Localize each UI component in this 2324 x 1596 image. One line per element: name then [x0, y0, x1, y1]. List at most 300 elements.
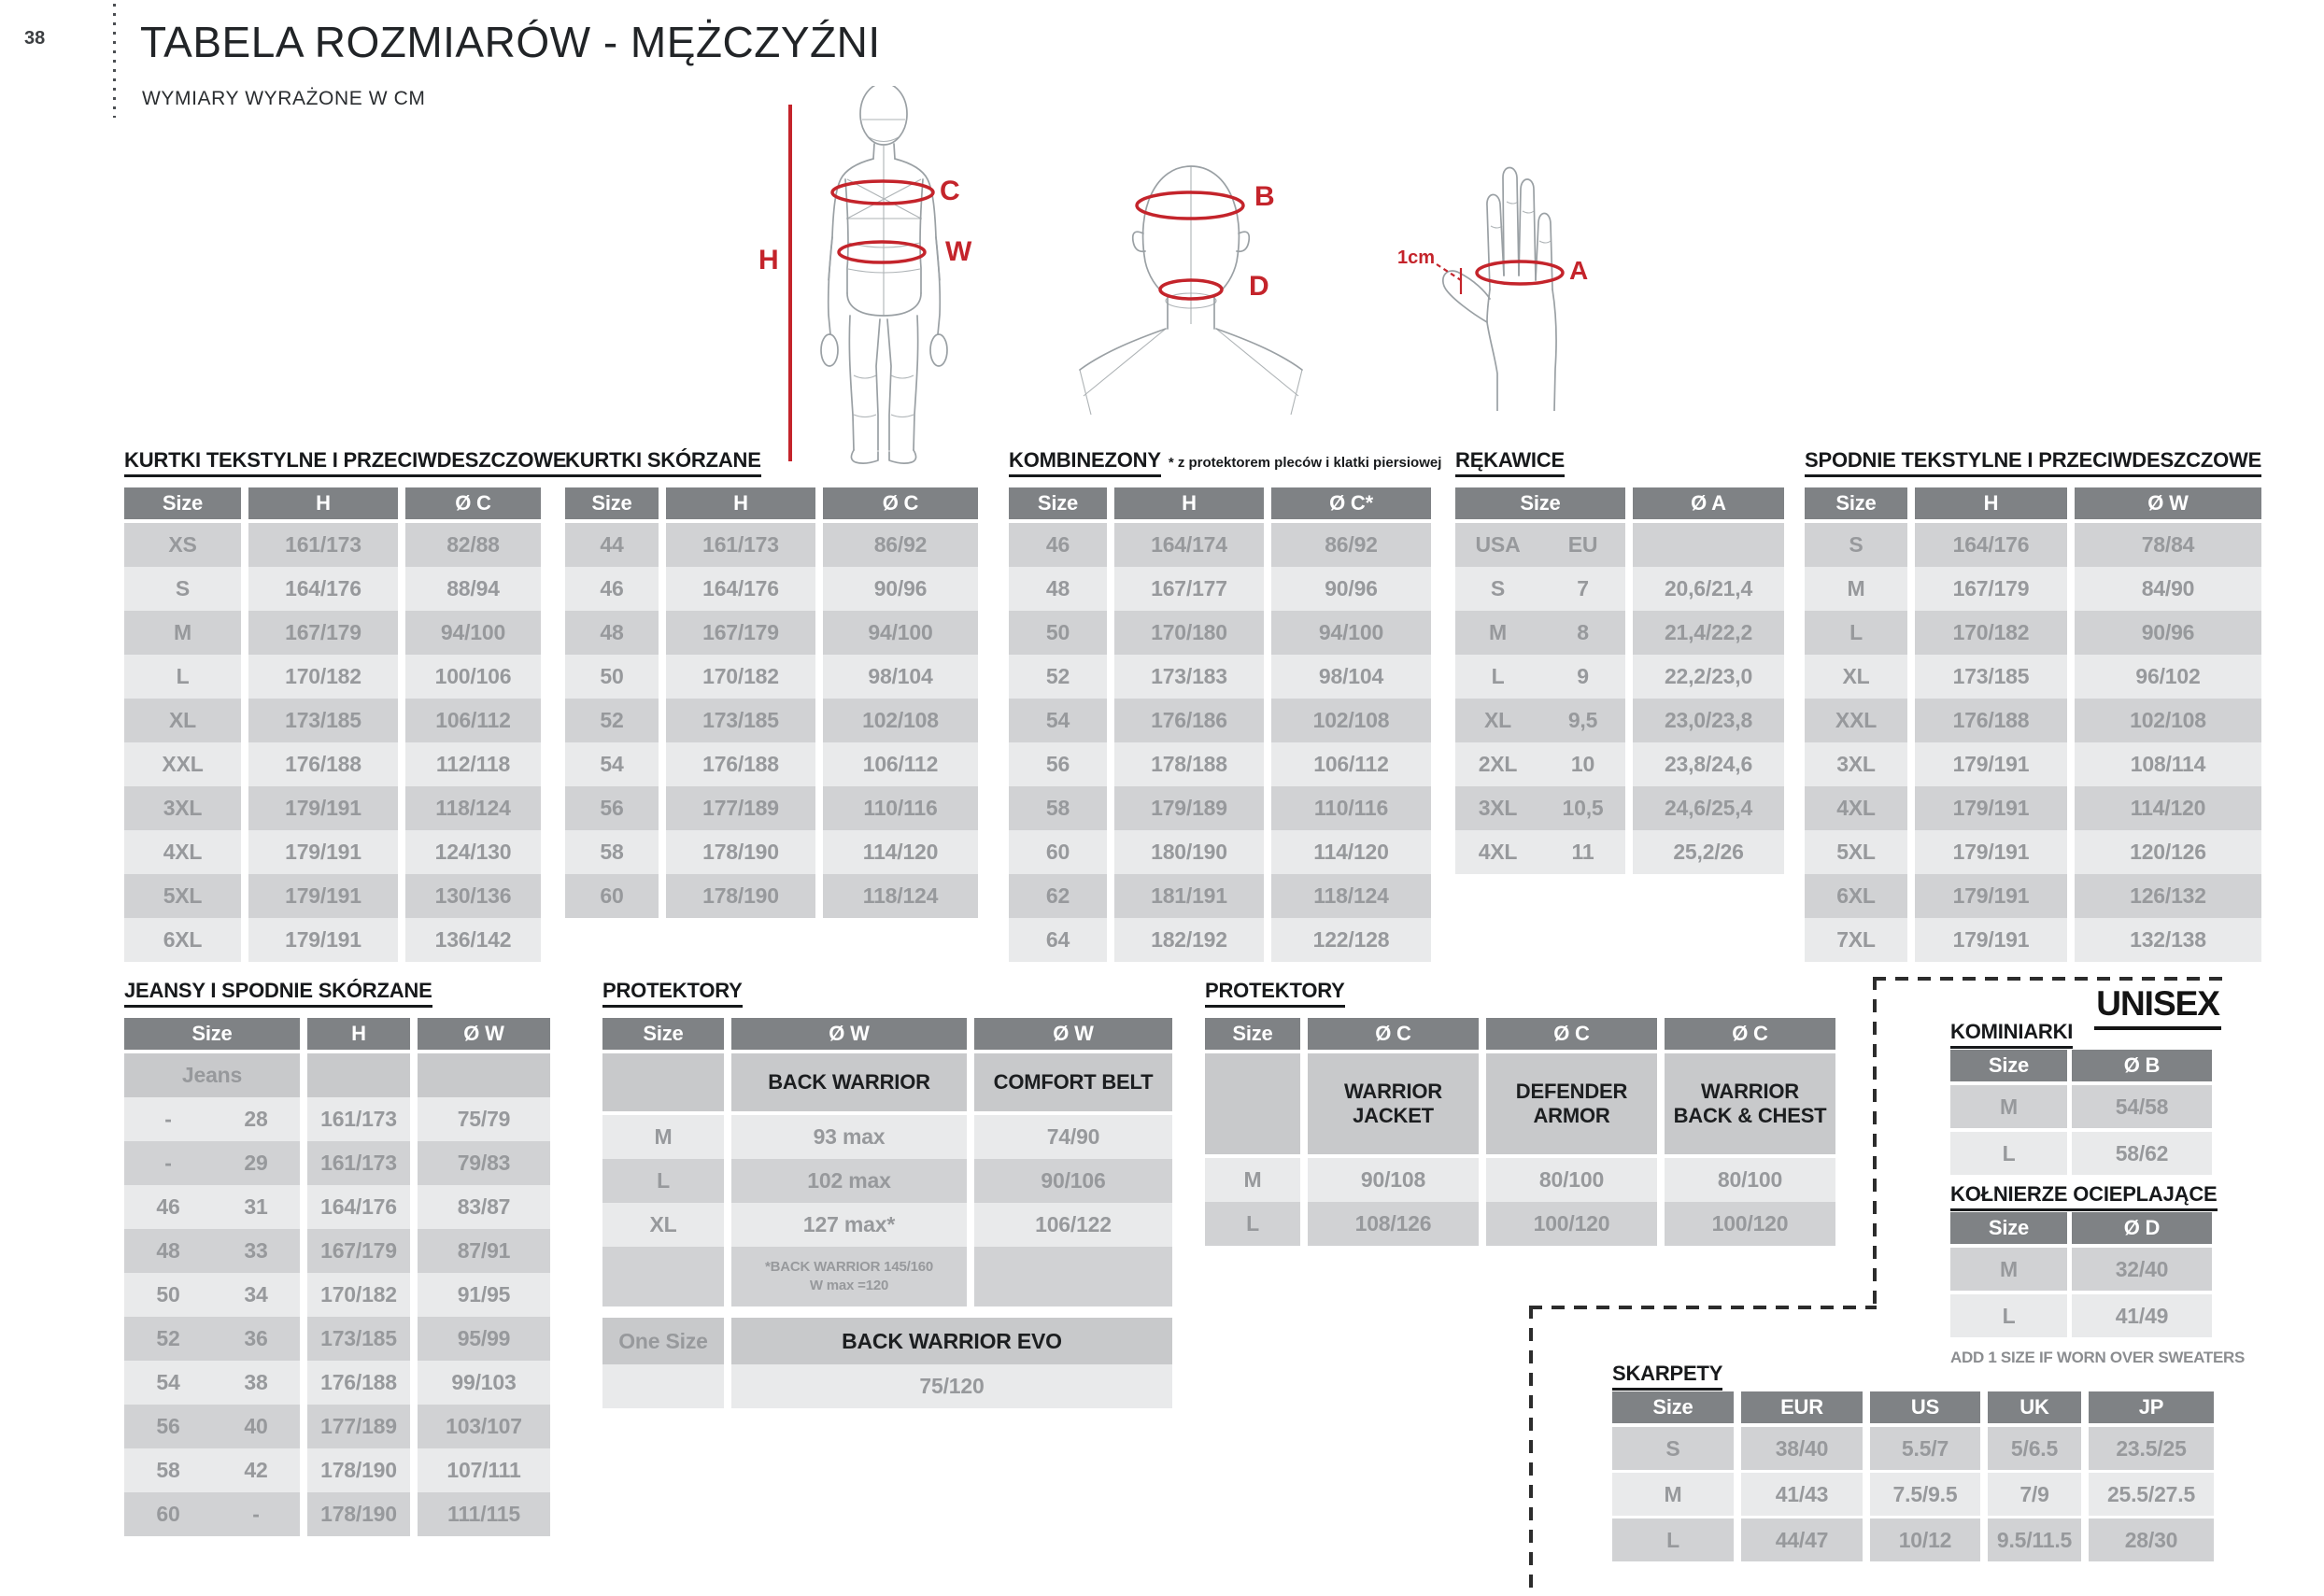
section-title: KOMBINEZONY — [1009, 448, 1161, 477]
table-cell: 167/177 — [1114, 567, 1264, 611]
table-cell: 9.5/11.5 — [1988, 1518, 2081, 1561]
hand-diagram — [1401, 140, 1597, 411]
table-cell: 3XL — [124, 786, 241, 830]
table-cell: 167/179 — [666, 611, 815, 655]
table-cell: M — [1950, 1248, 2067, 1291]
column-header: Size — [1805, 487, 1907, 519]
table-cell: 5.5/7 — [1870, 1427, 1980, 1470]
product-label: BACK WARRIOR — [768, 1070, 930, 1095]
section-title-row — [124, 979, 432, 1008]
section-title-row — [1009, 448, 1441, 477]
table-cell: 111/115 — [418, 1492, 550, 1536]
section-title-row — [1950, 1020, 2073, 1049]
table-cell: 102 max — [731, 1159, 967, 1203]
table-subcell: EU — [1567, 532, 1598, 557]
table-cell: 62 — [1009, 874, 1107, 918]
column-header: Ø A — [1633, 487, 1784, 519]
table-cell: 84/90 — [2075, 567, 2261, 611]
table-cell: 46 — [565, 567, 659, 611]
table-cell: 114/120 — [1271, 830, 1431, 874]
section-title: PROTEKTORY — [602, 979, 743, 1008]
table-cell: 58/62 — [2072, 1132, 2212, 1175]
table-cell: 86/92 — [823, 523, 978, 567]
table-cell — [124, 1448, 300, 1492]
table-cell: 182/192 — [1114, 918, 1264, 962]
table-cell: 48 — [565, 611, 659, 655]
table-cell: 176/186 — [1114, 699, 1264, 742]
table-cell: 120/126 — [2075, 830, 2261, 874]
table-cell: 7.5/9.5 — [1870, 1473, 1980, 1516]
table-cell: 130/136 — [405, 874, 541, 918]
section-title: SKARPETY — [1612, 1362, 1722, 1391]
table-subcell: 10,5 — [1562, 796, 1604, 820]
subheader-cell — [1486, 1053, 1657, 1154]
table-cell: 178/190 — [666, 830, 815, 874]
table-cell: 179/191 — [248, 874, 398, 918]
table-cell: L — [1950, 1132, 2067, 1175]
table-cell: 173/183 — [1114, 655, 1264, 699]
table-cell: 181/191 — [1114, 874, 1264, 918]
page-number: 38 — [24, 28, 46, 49]
table-cell: 54/58 — [2072, 1085, 2212, 1128]
table-subcell: 58 — [156, 1458, 180, 1482]
table-cell: M — [1950, 1085, 2067, 1128]
table-cell: 93 max — [731, 1115, 967, 1159]
table-cell: 102/108 — [2075, 699, 2261, 742]
section-title-row — [1205, 979, 1345, 1008]
table-cell: 176/188 — [666, 742, 815, 786]
table-cell: 4XL — [1805, 786, 1907, 830]
table-cell: 7/9 — [1988, 1473, 2081, 1516]
column-header: Ø D — [2072, 1212, 2212, 1244]
table-cell: XXL — [1805, 699, 1907, 742]
column-header: Size — [124, 1018, 300, 1050]
table-cell: S — [124, 567, 241, 611]
section-title-row — [124, 448, 566, 477]
table-cell: 173/185 — [248, 699, 398, 742]
table-cell: 98/104 — [1271, 655, 1431, 699]
table-cell: M — [1205, 1158, 1300, 1202]
column-header: Ø W — [418, 1018, 550, 1050]
column-header: Ø C* — [1271, 487, 1431, 519]
product-label: COMFORT BELT — [993, 1070, 1154, 1095]
table-cell: 173/185 — [666, 699, 815, 742]
table-cell: 180/190 — [1114, 830, 1264, 874]
sweater-note: ADD 1 SIZE IF WORN OVER SWEATERS — [1950, 1349, 2245, 1366]
table-cell: 176/188 — [307, 1361, 410, 1405]
product-label: WARRIOR BACK & CHEST — [1673, 1080, 1827, 1127]
table-subcell: - — [164, 1107, 172, 1131]
table-cell — [602, 1364, 724, 1408]
table-cell: 102/108 — [823, 699, 978, 742]
label-chest: C — [940, 176, 960, 206]
table-cell: 20,6/21,4 — [1633, 567, 1784, 611]
table-subcell: 42 — [244, 1458, 268, 1482]
table-cell: 54 — [565, 742, 659, 786]
table-cell: 23,8/24,6 — [1633, 742, 1784, 786]
table-cell: 177/189 — [666, 786, 815, 830]
table-cell: 106/112 — [823, 742, 978, 786]
table-cell — [1455, 830, 1625, 874]
table-cell: 64 — [1009, 918, 1107, 962]
table-cell: 21,4/22,2 — [1633, 611, 1784, 655]
unisex-dashed-border-top — [1873, 977, 2223, 981]
table-cell: 108/114 — [2075, 742, 2261, 786]
table-subcell: 8 — [1577, 620, 1589, 644]
section-title-note: * z protektorem pleców i klatki piersiowej — [1168, 455, 1442, 471]
table-subcell: 29 — [244, 1151, 268, 1175]
table-cell: 90/106 — [974, 1159, 1172, 1203]
table-cell: 103/107 — [418, 1405, 550, 1448]
table-cell — [974, 1247, 1172, 1306]
table-subcell: 10 — [1570, 752, 1595, 776]
table-cell: 54 — [1009, 699, 1107, 742]
table-cell: 38/40 — [1741, 1427, 1863, 1470]
unisex-dashed-border-middle — [1529, 1306, 1877, 1309]
column-header: US — [1870, 1391, 1980, 1423]
table-cell: 136/142 — [405, 918, 541, 962]
table-cell: 6XL — [124, 918, 241, 962]
table-cell: 90/96 — [1271, 567, 1431, 611]
table-cell: 179/191 — [248, 786, 398, 830]
body-diagram — [794, 86, 976, 464]
label-head-circumference: B — [1254, 181, 1275, 212]
table-cell: 6XL — [1805, 874, 1907, 918]
table-subcell: 50 — [156, 1282, 180, 1306]
table-cell: 22,2/23,0 — [1633, 655, 1784, 699]
table-cell: 24,6/25,4 — [1633, 786, 1784, 830]
table-subcell: S — [1490, 576, 1506, 600]
table-cell — [1455, 567, 1625, 611]
table-cell: 179/191 — [1915, 830, 2067, 874]
unisex-dashed-border-bottom — [1529, 1306, 1533, 1596]
table-cell: 176/188 — [248, 742, 398, 786]
table-cell: 167/179 — [248, 611, 398, 655]
table-cell: 91/95 — [418, 1273, 550, 1317]
table-cell: 25,2/26 — [1633, 830, 1784, 874]
section-title-row — [1950, 1182, 2218, 1211]
column-header: Size — [602, 1018, 724, 1050]
table-cell: 179/191 — [1915, 742, 2067, 786]
table-cell: 79/83 — [418, 1141, 550, 1185]
table-subcell: XL — [1484, 708, 1511, 732]
table-subcell: 54 — [156, 1370, 180, 1394]
table-cell: 108/126 — [1308, 1202, 1479, 1246]
column-header: JP — [2089, 1391, 2214, 1423]
table-cell: L — [124, 655, 241, 699]
table-subcell: 3XL — [1478, 796, 1518, 820]
table-cell: 4XL — [124, 830, 241, 874]
table-cell: 118/124 — [823, 874, 978, 918]
table-cell: 58 — [1009, 786, 1107, 830]
height-measure-line — [788, 105, 792, 461]
table-cell: S — [1612, 1427, 1734, 1470]
table-cell: 179/191 — [1915, 918, 2067, 962]
table-subcell: 4XL — [1478, 840, 1518, 864]
table-subcell: 7 — [1577, 576, 1589, 600]
footnote-line: W max =120 — [809, 1278, 889, 1293]
table-cell: XS — [124, 523, 241, 567]
table-cell — [124, 1273, 300, 1317]
section-title: PROTEKTORY — [1205, 979, 1345, 1008]
column-header: Ø W — [2075, 487, 2261, 519]
table-cell — [1455, 655, 1625, 699]
table-cell: 164/176 — [666, 567, 815, 611]
table-cell: 164/176 — [1915, 523, 2067, 567]
column-header: Size — [124, 487, 241, 519]
page-subtitle: WYMIARY WYRAŻONE W CM — [142, 88, 426, 109]
table-subcell: 52 — [156, 1326, 180, 1350]
table-cell: 106/112 — [405, 699, 541, 742]
table-cell: 178/190 — [307, 1448, 410, 1492]
table-subcell: 28 — [244, 1107, 268, 1131]
table-cell: L — [1950, 1294, 2067, 1337]
table-cell — [124, 1229, 300, 1273]
table-cell: 74/90 — [974, 1115, 1172, 1159]
table-cell: M — [124, 611, 241, 655]
table-subcell: L — [1491, 664, 1505, 688]
table-footnote-cell — [731, 1247, 967, 1306]
table-cell: 102/108 — [1271, 699, 1431, 742]
subheader-cell — [418, 1053, 550, 1097]
subheader-cell — [974, 1053, 1172, 1111]
column-header: Size — [565, 487, 659, 519]
column-header: Size — [1009, 487, 1107, 519]
column-header: H — [1114, 487, 1264, 519]
column-header: Size — [1205, 1018, 1300, 1050]
column-header: Ø W — [731, 1018, 967, 1050]
table-subcell: - — [252, 1502, 260, 1526]
table-cell: 75/120 — [731, 1364, 1172, 1408]
table-subcell: 56 — [156, 1414, 180, 1438]
table-cell: 98/104 — [823, 655, 978, 699]
column-header: Size — [1950, 1050, 2067, 1081]
table-cell: M — [1612, 1473, 1734, 1516]
table-subcell: - — [164, 1151, 172, 1175]
table-cell: 176/188 — [1915, 699, 2067, 742]
table-cell: One Size — [602, 1318, 724, 1364]
table-cell: 5/6.5 — [1988, 1427, 2081, 1470]
table-cell: 90/96 — [823, 567, 978, 611]
table-subcell: 36 — [244, 1326, 268, 1350]
section-title: RĘKAWICE — [1455, 448, 1565, 477]
label-hand-circumference: A — [1569, 256, 1589, 285]
table-cell — [124, 1185, 300, 1229]
table-cell: 95/99 — [418, 1317, 550, 1361]
table-cell: 179/191 — [248, 830, 398, 874]
table-cell: 170/182 — [666, 655, 815, 699]
table-subcell: 34 — [244, 1282, 268, 1306]
table-cell: 106/112 — [1271, 742, 1431, 786]
table-cell: 173/185 — [1915, 655, 2067, 699]
table-cell: 179/189 — [1114, 786, 1264, 830]
unisex-label: UNISEX — [2094, 984, 2221, 1030]
column-header: H — [1915, 487, 2067, 519]
product-cell: BACK WARRIOR EVO — [731, 1318, 1172, 1364]
table-cell: 23.5/25 — [2089, 1427, 2214, 1470]
column-header: H — [307, 1018, 410, 1050]
subheader-cell — [1665, 1053, 1835, 1154]
table-cell: 87/91 — [418, 1229, 550, 1273]
table-cell: 100/120 — [1665, 1202, 1835, 1246]
section-title: KURTKI TEKSTYLNE I PRZECIWDESZCZOWE — [124, 448, 566, 477]
footnote-line: *BACK WARRIOR 145/160 — [764, 1258, 934, 1275]
table-cell — [1455, 611, 1625, 655]
table-cell: 170/182 — [248, 655, 398, 699]
table-subcell: 46 — [156, 1194, 180, 1219]
table-cell: 86/92 — [1271, 523, 1431, 567]
table-cell: 161/173 — [307, 1097, 410, 1141]
table-cell: 50 — [1009, 611, 1107, 655]
column-header: Size — [1612, 1391, 1734, 1423]
table-cell: 52 — [565, 699, 659, 742]
table-cell: 41/49 — [2072, 1294, 2212, 1337]
table-cell: XL — [124, 699, 241, 742]
section-title-row — [1805, 448, 2261, 477]
table-cell: 170/180 — [1114, 611, 1264, 655]
table-cell: 100/106 — [405, 655, 541, 699]
table-subcell: 33 — [244, 1238, 268, 1263]
table-subcell: 9,5 — [1567, 708, 1598, 732]
table-cell: 167/179 — [307, 1229, 410, 1273]
table-cell: 83/87 — [418, 1185, 550, 1229]
table-cell — [124, 1141, 300, 1185]
table-cell: 173/185 — [307, 1317, 410, 1361]
column-header: Ø C — [1665, 1018, 1835, 1050]
table-cell: 161/173 — [307, 1141, 410, 1185]
table-cell: 94/100 — [1271, 611, 1431, 655]
table-cell: 99/103 — [418, 1361, 550, 1405]
table-subcell: 9 — [1577, 664, 1589, 688]
table-cell: 161/173 — [666, 523, 815, 567]
table-cell: 164/174 — [1114, 523, 1264, 567]
table-cell: 132/138 — [2075, 918, 2261, 962]
table-cell — [124, 1361, 300, 1405]
table-cell: 122/128 — [1271, 918, 1431, 962]
dotted-separator — [113, 4, 116, 118]
column-header: Size — [1455, 487, 1625, 519]
table-cell: 170/182 — [1915, 611, 2067, 655]
column-header: Ø C — [823, 487, 978, 519]
section-title-row — [602, 979, 743, 1008]
table-subcell: 48 — [156, 1238, 180, 1263]
product-label: DEFENDER ARMOR — [1515, 1080, 1628, 1127]
table-cell: 90/108 — [1308, 1158, 1479, 1202]
subheader-cell — [731, 1053, 967, 1111]
table-cell: 126/132 — [2075, 874, 2261, 918]
table-cell: S — [1805, 523, 1907, 567]
table-cell: 118/124 — [405, 786, 541, 830]
subheader-cell — [602, 1053, 724, 1111]
table-subcell: 31 — [244, 1194, 268, 1219]
table-cell: 23,0/23,8 — [1633, 699, 1784, 742]
table-cell: 94/100 — [405, 611, 541, 655]
table-cell — [1633, 523, 1784, 567]
label-waist: W — [945, 236, 972, 267]
table-cell: 124/130 — [405, 830, 541, 874]
table-subcell: 38 — [244, 1370, 268, 1394]
table-cell: 178/188 — [1114, 742, 1264, 786]
table-cell: 52 — [1009, 655, 1107, 699]
subheader-cell — [1308, 1053, 1479, 1154]
table-cell: 110/116 — [823, 786, 978, 830]
section-title-row — [1612, 1362, 1722, 1391]
table-cell: 50 — [565, 655, 659, 699]
section-title-row — [565, 448, 761, 477]
table-cell: 44 — [565, 523, 659, 567]
column-header: Size — [1950, 1212, 2067, 1244]
table-cell: 178/190 — [307, 1492, 410, 1536]
table-cell: 82/88 — [405, 523, 541, 567]
table-cell: 44/47 — [1741, 1518, 1863, 1561]
label-hand-note: 1cm — [1397, 247, 1436, 268]
head-diagram — [1072, 142, 1320, 417]
table-cell — [124, 1405, 300, 1448]
table-cell: 100/120 — [1486, 1202, 1657, 1246]
table-cell: 56 — [1009, 742, 1107, 786]
table-cell: 41/43 — [1741, 1473, 1863, 1516]
table-cell: M — [1805, 567, 1907, 611]
label-height: H — [758, 245, 779, 275]
table-cell — [124, 1492, 300, 1536]
table-cell: 75/79 — [418, 1097, 550, 1141]
table-cell: 164/176 — [248, 567, 398, 611]
product-label: WARRIOR JACKET — [1344, 1080, 1442, 1127]
table-subcell: M — [1489, 620, 1507, 644]
column-header: H — [248, 487, 398, 519]
label-neck: D — [1249, 271, 1269, 302]
table-cell: 118/124 — [1271, 874, 1431, 918]
table-cell: L — [602, 1159, 724, 1203]
table-cell: XXL — [124, 742, 241, 786]
table-cell: M — [602, 1115, 724, 1159]
table-cell: 48 — [1009, 567, 1107, 611]
table-cell: 7XL — [1805, 918, 1907, 962]
table-cell: 107/111 — [418, 1448, 550, 1492]
table-cell: L — [1805, 611, 1907, 655]
subheader-cell — [307, 1053, 410, 1097]
section-title: KOŁNIERZE OCIEPLAJĄCE — [1950, 1182, 2218, 1211]
table-cell: 60 — [1009, 830, 1107, 874]
table-subcell: 60 — [156, 1502, 180, 1526]
column-header: Ø B — [2072, 1050, 2212, 1081]
table-cell: 96/102 — [2075, 655, 2261, 699]
table-cell: 3XL — [1805, 742, 1907, 786]
table-cell: 5XL — [1805, 830, 1907, 874]
column-header: Ø C — [1308, 1018, 1479, 1050]
table-subcell: 11 — [1571, 840, 1594, 864]
table-cell: 94/100 — [823, 611, 978, 655]
table-cell — [1455, 786, 1625, 830]
table-subcell: 2XL — [1478, 752, 1518, 776]
subheader-cell — [1205, 1053, 1300, 1154]
unisex-dashed-border-left — [1873, 977, 1877, 1309]
column-header: EUR — [1741, 1391, 1863, 1423]
section-title: KOMINIARKI — [1950, 1020, 2073, 1049]
table-cell — [1455, 742, 1625, 786]
column-header: UK — [1988, 1391, 2081, 1423]
section-title: KURTKI SKÓRZANE — [565, 448, 761, 477]
column-header: Ø W — [974, 1018, 1172, 1050]
table-cell — [602, 1247, 724, 1306]
section-title-row — [1455, 448, 1565, 477]
table-cell — [1455, 523, 1625, 567]
table-cell — [124, 1317, 300, 1361]
column-header: H — [666, 487, 815, 519]
table-cell: 58 — [565, 830, 659, 874]
table-cell: 32/40 — [2072, 1248, 2212, 1291]
table-cell: 46 — [1009, 523, 1107, 567]
